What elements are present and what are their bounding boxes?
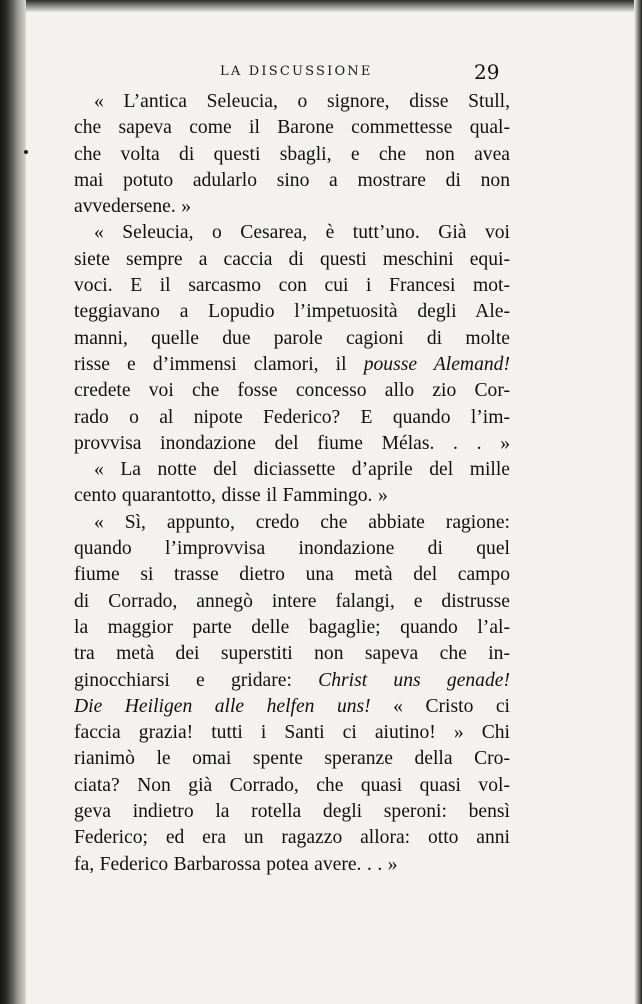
text-segment: provvisa inondazione del fiume Mélas. . . » — [74, 432, 510, 454]
text-line — [70, 326, 510, 352]
text-line — [70, 168, 510, 194]
text-segment: tra metà dei superstiti non sapeva che in- — [74, 643, 510, 665]
text-segment: credete voi che fosse concesso allo zio Cor- — [74, 380, 510, 402]
text-segment: cento quarantotto, disse il Fammingo. » — [74, 485, 388, 507]
text-line — [70, 536, 510, 562]
text-segment: « La notte del diciassette d’aprile del mille — [94, 459, 510, 481]
text-segment: faccia grazia! tutti i Santi ci aiutino! » Chi — [74, 722, 510, 744]
text-line — [70, 641, 510, 667]
italic-text-segment: pousse Alemand! — [363, 353, 510, 375]
text-segment: quando l’improvvisa inondazione di quel — [74, 538, 510, 560]
text-line — [70, 799, 510, 825]
text-segment: geva indietro la rotella degli speroni: bensì — [74, 801, 510, 823]
text-line — [70, 405, 510, 431]
text-line — [70, 720, 510, 746]
text-line — [70, 299, 510, 325]
italic-text-segment: Christ uns genade! — [318, 669, 510, 691]
page-right-edge — [634, 0, 642, 1004]
text-segment: di Corrado, annegò intere falangi, e distrusse — [74, 590, 510, 612]
text-line — [70, 89, 510, 115]
text-line — [70, 247, 510, 273]
text-line — [70, 431, 510, 457]
text-segment: ciata? Non già Corrado, che quasi quasi vol- — [74, 774, 510, 796]
text-segment: « L’antica Seleucia, o signore, disse Stull, — [94, 91, 510, 112]
text-line — [70, 352, 510, 378]
text-segment: siete sempre a caccia di questi meschini equi- — [74, 248, 510, 270]
text-segment: voci. E il sarcasmo con cui i Francesi mot- — [74, 275, 510, 297]
text-segment: « Cristo ci — [370, 695, 510, 717]
text-segment: « Sì, appunto, credo che abbiate ragione: — [94, 511, 510, 533]
text-segment: rado o al nipote Federico? E quando l’im- — [74, 406, 510, 428]
text-segment: ginocchiarsi e gridare: — [74, 669, 319, 691]
book-spine-shadow — [0, 0, 26, 1004]
text-segment: avvedersene. » — [74, 196, 192, 218]
italic-text-segment: Die Heiligen alle helfen uns! — [74, 695, 371, 717]
text-line — [70, 194, 510, 220]
text-line — [70, 562, 510, 588]
text-line — [70, 115, 510, 141]
text-line — [70, 589, 510, 615]
text-segment: teggiavano a Lopudio l’impetuosità degli Ale- — [74, 301, 510, 323]
text-segment: Federico; ed era un ragazzo allora: otto anni — [74, 827, 510, 849]
text-line — [70, 378, 510, 404]
text-line — [70, 273, 510, 299]
text-line — [70, 852, 510, 878]
text-segment: manni, quelle due parole cagioni di molte — [74, 327, 510, 349]
text-line — [70, 483, 510, 509]
text-segment: rianimò le omai spente speranze della Cro- — [74, 748, 510, 770]
margin-dot — [24, 150, 28, 154]
text-line — [70, 825, 510, 851]
text-line — [70, 457, 510, 483]
text-line — [70, 510, 510, 536]
running-head — [0, 62, 642, 84]
text-line — [70, 668, 510, 694]
text-segment: fiume si trasse dietro una metà del campo — [74, 564, 510, 586]
text-segment: mai potuto adularlo sino a mostrare di non — [74, 169, 510, 191]
text-segment: che sapeva come il Barone commettesse qual- — [74, 117, 510, 139]
text-line — [70, 694, 510, 720]
text-segment: « Seleucia, o Cesarea, è tutt’uno. Già voi — [94, 222, 510, 244]
text-segment: la maggior parte delle bagaglie; quando l’al- — [74, 616, 510, 638]
text-line — [70, 615, 510, 641]
body-text — [70, 89, 510, 878]
text-line — [70, 220, 510, 246]
text-line — [70, 142, 510, 168]
text-line — [70, 773, 510, 799]
running-title: LA DISCUSSIONE — [220, 64, 373, 79]
text-segment: fa, Federico Barbarossa potea avere. . . » — [74, 853, 398, 875]
text-line — [70, 746, 510, 772]
text-segment: che volta di questi sbagli, e che non avea — [74, 143, 510, 165]
page-number: 29 — [474, 60, 500, 84]
page-top-edge — [26, 0, 642, 12]
text-segment: risse e d’immensi clamori, il — [74, 353, 364, 375]
